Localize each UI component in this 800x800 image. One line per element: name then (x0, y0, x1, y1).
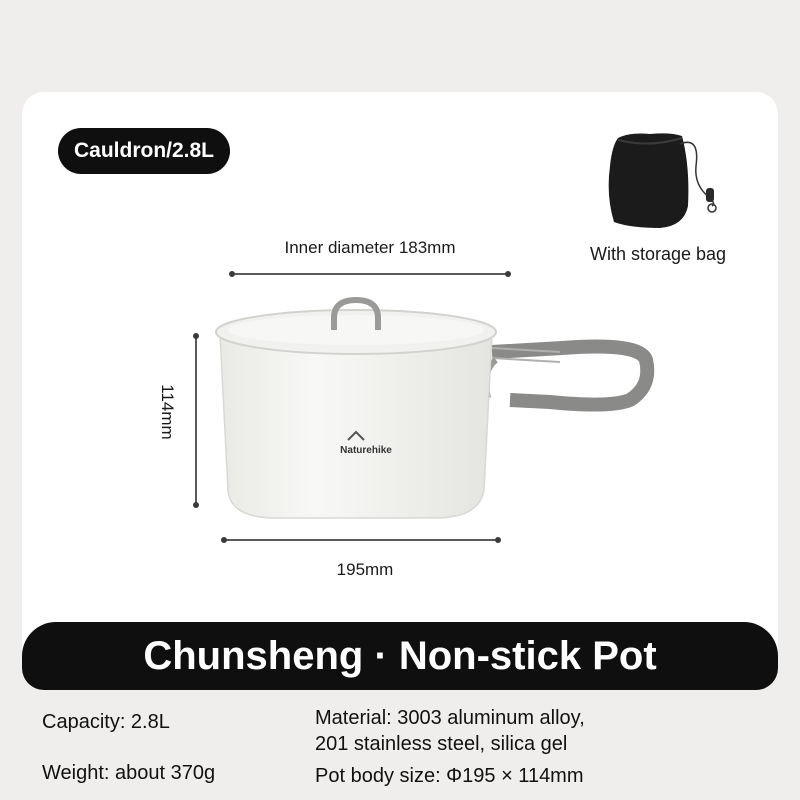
inner-diameter-label: Inner diameter 183mm (284, 238, 456, 257)
spec-material-line1: Material: 3003 aluminum alloy, (315, 707, 585, 729)
spec-capacity: Capacity: 2.8L (42, 711, 170, 733)
dimension-dot (505, 271, 511, 277)
dimension-dot (193, 333, 199, 339)
dimension-dot (495, 537, 501, 543)
height-line (195, 336, 197, 506)
width-line (224, 539, 498, 541)
spec-material-line2: 201 stainless steel, silica gel (315, 733, 568, 755)
spec-weight: Weight: about 370g (42, 762, 216, 784)
dimension-dot (221, 537, 227, 543)
height-label: 114mm (158, 384, 177, 440)
storage-bag-image (600, 126, 730, 236)
spec-body-size: Pot body size: Φ195 × 114mm (315, 765, 584, 787)
capacity-tag: Cauldron/2.8L (58, 128, 230, 174)
width-label: 195mm (336, 560, 394, 579)
dimension-dot (229, 271, 235, 277)
inner-diameter-line (232, 273, 508, 275)
storage-bag-caption: With storage bag (589, 244, 727, 264)
dimension-dot (193, 502, 199, 508)
brand-logo: Naturehike (340, 445, 392, 456)
product-title-banner: Chunsheng · Non-stick Pot (22, 622, 778, 690)
pot-image (210, 290, 670, 530)
